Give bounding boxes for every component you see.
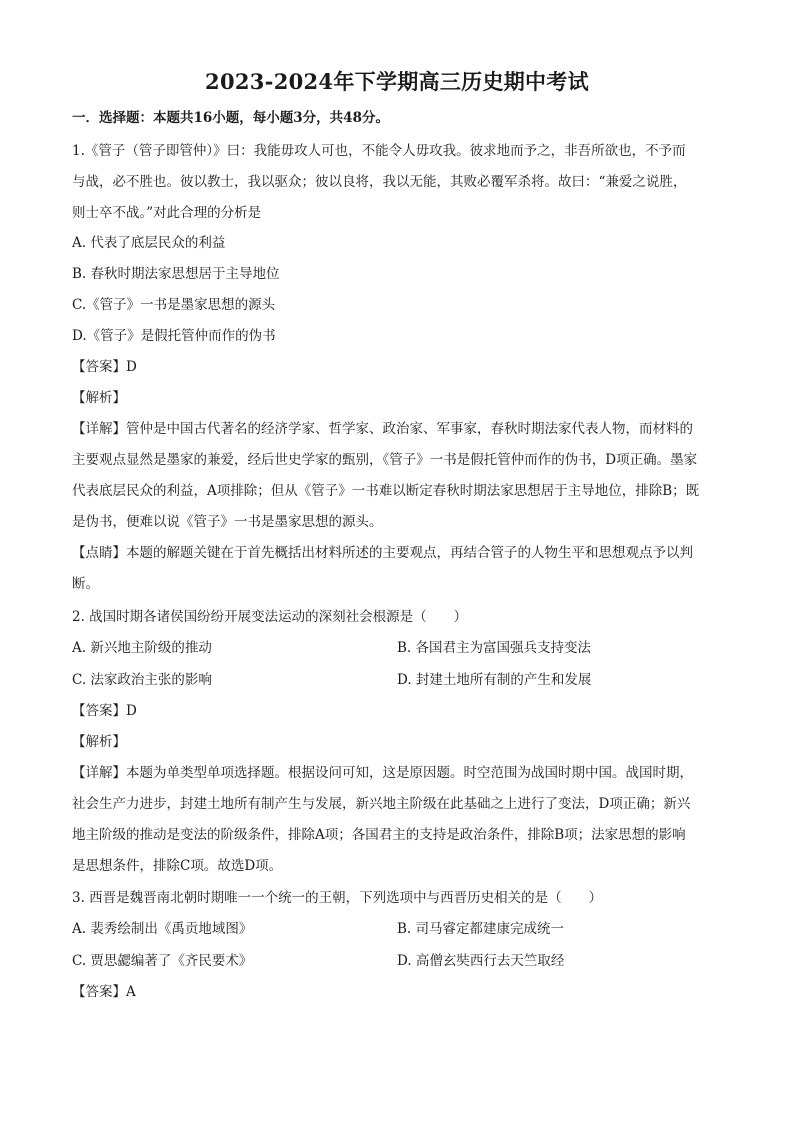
q1-stem-line-1: 1.《管子（管子即管仲）》曰：我能毋攻人可也，不能令人毋攻我。彼求地而予之，非吾所欲也，不予而 <box>72 143 686 159</box>
q3-option-d: D. 高僧玄奘西行去天竺取经 <box>397 953 565 969</box>
q1-option-a: A. 代表了底层民众的利益 <box>72 235 226 251</box>
q3-stem: 3. 西晋是魏晋南北朝时期唯一一个统一的王朝，下列选项中与西晋历史相关的是（ ） <box>72 890 603 906</box>
q2-option-b: B. 各国君主为富国强兵支持变法 <box>397 640 592 656</box>
q3-option-b: B. 司马睿定都建康完成统一 <box>397 921 565 937</box>
q2-detail-line-1: 【详解】本题为单类型单项选择题。根据设问可知，这是原因题。时空范围为战国时期中国。战国时期， <box>72 765 693 781</box>
q2-answer: 【答案】D <box>72 703 137 719</box>
q1-option-c: C.《管子》一书是墨家思想的源头 <box>72 297 276 313</box>
q1-stem-line-3: 则士卒不战。”对此合理的分析是 <box>72 205 262 221</box>
q3-option-c: C. 贾思勰编著了《齐民要术》 <box>72 953 253 969</box>
q2-stem: 2. 战国时期各诸侯国纷纷开展变法运动的深刻社会根源是（ ） <box>72 609 468 625</box>
section-heading: 一．选择题：本题共16小题，每小题3分，共48分。 <box>72 110 389 126</box>
q1-answer: 【答案】D <box>72 359 137 375</box>
q1-note-line-2: 断。 <box>72 576 99 592</box>
q2-analysis-label: 【解析】 <box>72 734 126 750</box>
q2-option-d: D. 封建土地所有制的产生和发展 <box>397 672 592 688</box>
q1-stem-line-2: 与战，必不胜也。彼以教士，我以驱众；彼以良将，我以无能，其败必覆军杀将。故曰：“兼爱之说胜， <box>72 174 687 190</box>
q2-detail-line-3: 地主阶级的推动是变法的阶级条件，排除A项；各国君主的支持是政治条件，排除B项；法家思想的影响 <box>72 827 686 843</box>
q3-answer: 【答案】A <box>72 984 136 1000</box>
q3-option-a: A. 裴秀绘制出《禹贡地域图》 <box>72 921 253 937</box>
q1-detail-line-3: 代表底层民众的利益，A项排除；但从《管子》一书难以断定春秋时期法家思想居于主导地位，排除B；既 <box>72 483 700 499</box>
q1-note-line-1: 【点睛】本题的解题关键在于首先概括出材料所述的主要观点，再结合管子的人物生平和思想观点予以判 <box>72 545 693 561</box>
q2-option-a: A. 新兴地主阶级的推动 <box>72 640 212 656</box>
q2-detail-line-4: 是思想条件，排除C项。故选D项。 <box>72 858 283 874</box>
q2-option-c: C. 法家政治主张的影响 <box>72 672 212 688</box>
q1-detail-line-1: 【详解】管仲是中国古代著名的经济学家、哲学家、政治家、军事家，春秋时期法家代表人物，而材料的 <box>72 421 693 437</box>
page-title: 2023-2024年下学期高三历史期中考试 <box>205 69 589 94</box>
q1-option-b: B. 春秋时期法家思想居于主导地位 <box>72 266 280 282</box>
q1-detail-line-4: 是伪书，便难以说《管子》一书是墨家思想的源头。 <box>72 514 383 530</box>
q1-analysis-label: 【解析】 <box>72 390 126 406</box>
q1-detail-line-2: 主要观点显然是墨家的兼爱，经后世史学家的甄别，《管子》一书是假托管仲而作的伪书，D项正确。墨家 <box>72 452 698 468</box>
q2-detail-line-2: 社会生产力进步，封建土地所有制产生与发展，新兴地主阶级在此基础之上进行了变法，D项正确；新兴 <box>72 796 691 812</box>
q1-option-d: D.《管子》是假托管仲而作的伪书 <box>72 328 276 344</box>
